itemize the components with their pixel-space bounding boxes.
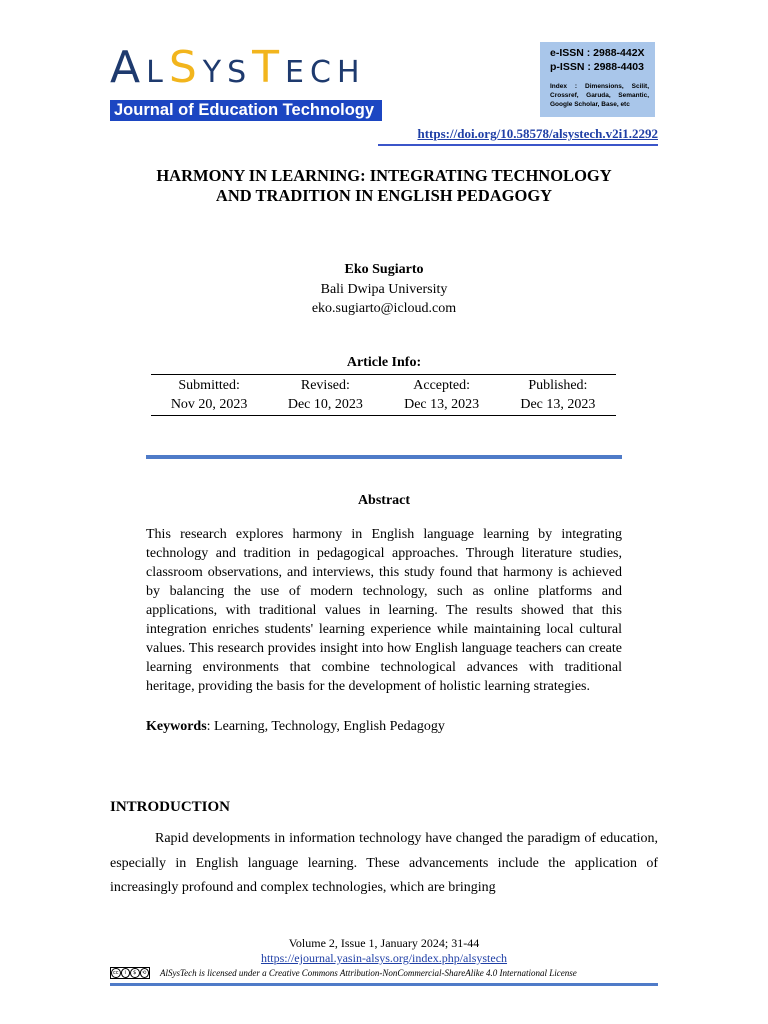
journal-logo: [110, 42, 366, 93]
volume-info: Volume 2, Issue 1, January 2024; 31-44: [288, 936, 480, 950]
pissn-text: p-ISSN : 2988-4403: [550, 61, 644, 73]
logo-letter: C: [310, 55, 337, 90]
article-info-heading: Article Info:: [346, 355, 422, 370]
keywords-line: [146, 719, 622, 735]
logo-letter: E: [285, 55, 310, 90]
author-email: eko.sugiarto@icloud.com: [311, 301, 457, 316]
logo-letter: Y: [202, 55, 228, 90]
doi-link[interactable]: https://doi.org/10.58578/alsystech.v2i1.2292: [417, 126, 658, 141]
cc-icon: cc: [113, 970, 119, 976]
keywords-text: : Learning, Technology, English Pedagogy: [206, 719, 445, 734]
license-line: [110, 966, 658, 980]
introduction-heading: INTRODUCTION: [110, 799, 231, 815]
abstract-text: This research explores harmony in English language learning by integrating technology and tradition in pedagogical approaches. Through literature studies, classroom observations, and interviews, this study found that harmony is achieved by balancing the use of modern technology, such as online platforms and applications, with traditional values in learning. The results showed that this integration enriches students' learning experience while maintaining local cultural values. This research provides insight into how English language teachers can create learning environments that combine technological advances with traditional heritage, providing the basis for the development of holistic learning strategies.: [146, 527, 622, 694]
author-affiliation: Bali Dwipa University: [320, 282, 448, 297]
info-label: Accepted:: [413, 378, 470, 393]
section-divider: [146, 455, 622, 459]
info-label: Submitted:: [178, 378, 240, 393]
info-label-row: [151, 375, 616, 395]
nc-icon: $: [130, 968, 140, 978]
logo-letter: S: [168, 42, 203, 93]
info-value-row: [151, 395, 616, 415]
abstract-heading: Abstract: [357, 493, 411, 508]
footer-divider: [110, 983, 658, 986]
cc-license-icon[interactable]: [110, 967, 150, 979]
info-label: Revised:: [300, 378, 350, 393]
author-name: Eko Sugiarto: [344, 262, 424, 277]
logo-letter: T: [252, 42, 286, 93]
article-title: [110, 166, 658, 206]
sa-icon: ⟲: [140, 968, 150, 978]
issn-box: [540, 42, 655, 117]
logo-letter: L: [146, 55, 169, 90]
introduction-text: Rapid developments in information technology have changed the paradigm of education, especially in English language learning. These advancements include the application of increasingly profound and complex technologies, which are bringing: [110, 831, 658, 895]
info-label: Published:: [528, 378, 588, 393]
title-line: HARMONY IN LEARNING: INTEGRATING TECHNOLOGY: [156, 166, 612, 185]
journal-name-banner: Journal of Education Technology: [110, 100, 382, 121]
doi-divider: [378, 144, 658, 146]
journal-url-link[interactable]: https://ejournal.yasin-alsys.org/index.php/alsystech: [260, 951, 508, 965]
keywords-label: Keywords: [146, 719, 207, 734]
logo-letter: A: [110, 42, 147, 93]
logo-letter: H: [336, 55, 366, 90]
license-text: AlSysTech is licensed under a Creative Commons Attribution-NonCommercial-ShareAlike 4.0 International License: [160, 968, 577, 978]
eissn-text: e-ISSN : 2988-442X: [550, 47, 645, 59]
index-text: Index : Dimensions, Scilit, Crossref, Garuda, Semantic, Google Scholar, Base, etc: [550, 83, 649, 108]
info-value: Dec 13, 2023: [404, 397, 480, 412]
info-value: Dec 10, 2023: [287, 397, 363, 412]
title-line: AND TRADITION IN ENGLISH PEDAGOGY: [215, 186, 553, 205]
by-icon: i: [121, 968, 131, 978]
article-info-table: [151, 374, 616, 416]
logo-letter: S: [227, 55, 253, 90]
info-value: Dec 13, 2023: [520, 397, 596, 412]
info-value: Nov 20, 2023: [170, 397, 248, 412]
